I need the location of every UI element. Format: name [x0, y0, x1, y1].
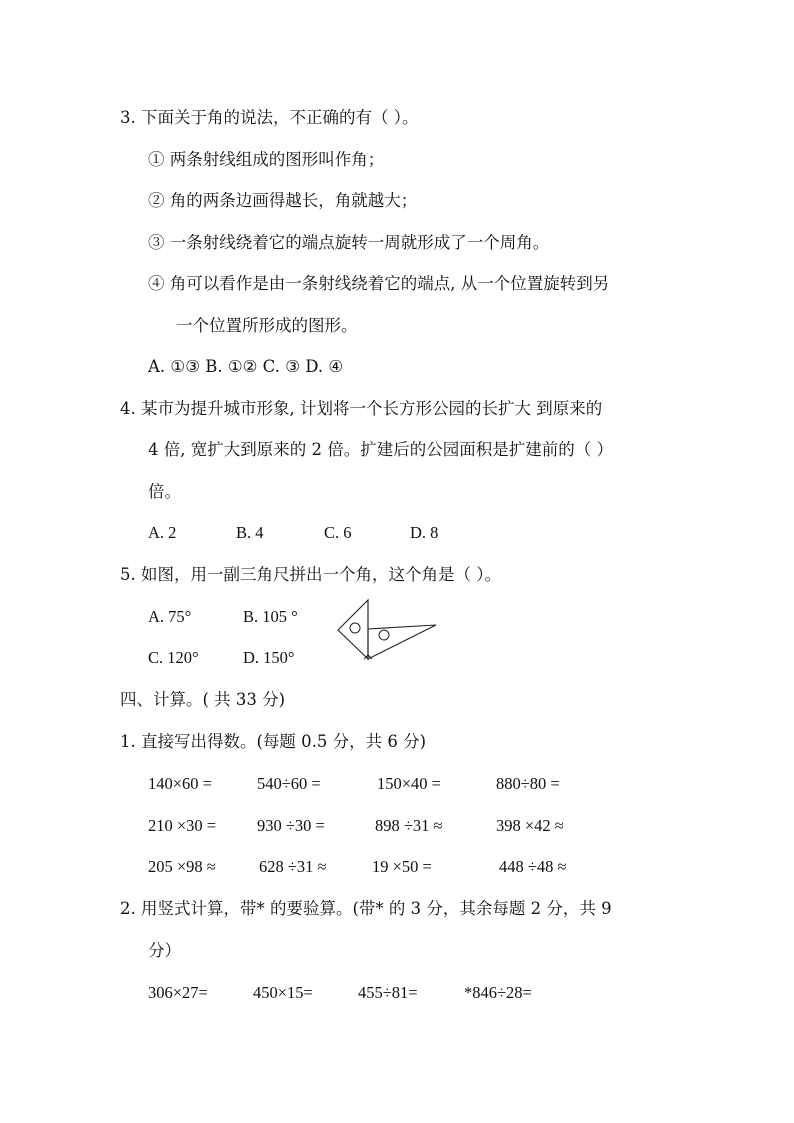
triangle-hole-1 [350, 623, 360, 633]
section-4-title: 四、计算。( 共 33 分) [120, 690, 286, 709]
q3-options: A. ①③ B. ①② C. ③ D. ④ [148, 357, 344, 376]
q5-option-b: B. 105 ° [243, 607, 298, 626]
set-square-45-degree [338, 600, 368, 659]
set-square-30-60-degree [368, 625, 436, 659]
q5-option-c: C. 120° [148, 648, 199, 667]
calc1-r1-c3: 150×40 = [377, 774, 441, 793]
q3-statement-4a: ④ 角可以看作是由一条射线绕着它的端点, 从一个位置旋转到另 [148, 274, 610, 293]
q4-option-a: A. 2 [148, 523, 177, 542]
q4-line-2: 4 倍, 宽扩大到原来的 2 倍。扩建后的公园面积是扩建前的（ ） [148, 440, 613, 459]
q4-line-3: 倍。 [148, 482, 181, 501]
calc1-stem: 1. 直接写出得数。(每题 0.5 分，共 6 分) [120, 732, 427, 751]
calc1-r1-c1: 140×60 = [148, 774, 212, 793]
q5-option-a: A. 75° [148, 607, 192, 626]
calc1-r3-c1: 205 ×98 ≈ [148, 857, 216, 876]
calc2-item-1: 306×27= [148, 983, 208, 1002]
calc2-line-2: 分） [148, 941, 181, 960]
q3-statement-1: ① 两条射线组成的图形叫作角； [148, 150, 385, 169]
calc1-r3-c2: 628 ÷31 ≈ [259, 857, 327, 876]
calc1-r2-c3: 898 ÷31 ≈ [375, 816, 443, 835]
calc2-item-2: 450×15= [253, 983, 313, 1002]
calc2-item-4: *846÷28= [464, 983, 532, 1002]
q3-stem: 3. 下面关于角的说法，不正确的有（ ）。 [120, 108, 419, 127]
calc1-r1-c2: 540÷60 = [257, 774, 321, 793]
q3-statement-4b: 一个位置所形成的图形。 [176, 316, 358, 335]
calc1-r2-c1: 210 ×30 = [148, 816, 217, 835]
q4-line-1: 4. 某市为提升城市形象, 计划将一个长方形公园的长扩大 到原来的 [120, 399, 603, 418]
q5-option-d: D. 150° [243, 648, 295, 667]
q4-option-b: B. 4 [236, 523, 264, 542]
calc1-r3-c3: 19 ×50 = [372, 857, 432, 876]
q4-option-c: C. 6 [324, 523, 352, 542]
set-square-figure [330, 595, 442, 667]
q5-stem: 5. 如图，用一副三角尺拼出一个角，这个角是（ ）。 [120, 565, 501, 584]
triangle-hole-2 [379, 630, 389, 640]
q4-option-d: D. 8 [410, 523, 439, 542]
calc1-r2-c2: 930 ÷30 = [257, 816, 325, 835]
calc2-line-1: 2. 用竖式计算，带* 的要验算。(带* 的 3 分，其余每题 2 分，共 9 [120, 899, 612, 918]
q3-statement-3: ③ 一条射线绕着它的端点旋转一周就形成了一个周角。 [148, 233, 550, 252]
calc2-item-3: 455÷81= [358, 983, 418, 1002]
calc1-r1-c4: 880÷80 = [496, 774, 560, 793]
calc1-r3-c4: 448 ÷48 ≈ [499, 857, 567, 876]
q3-statement-2: ② 角的两条边画得越长，角就越大； [148, 191, 418, 210]
calc1-r2-c4: 398 ×42 ≈ [496, 816, 564, 835]
